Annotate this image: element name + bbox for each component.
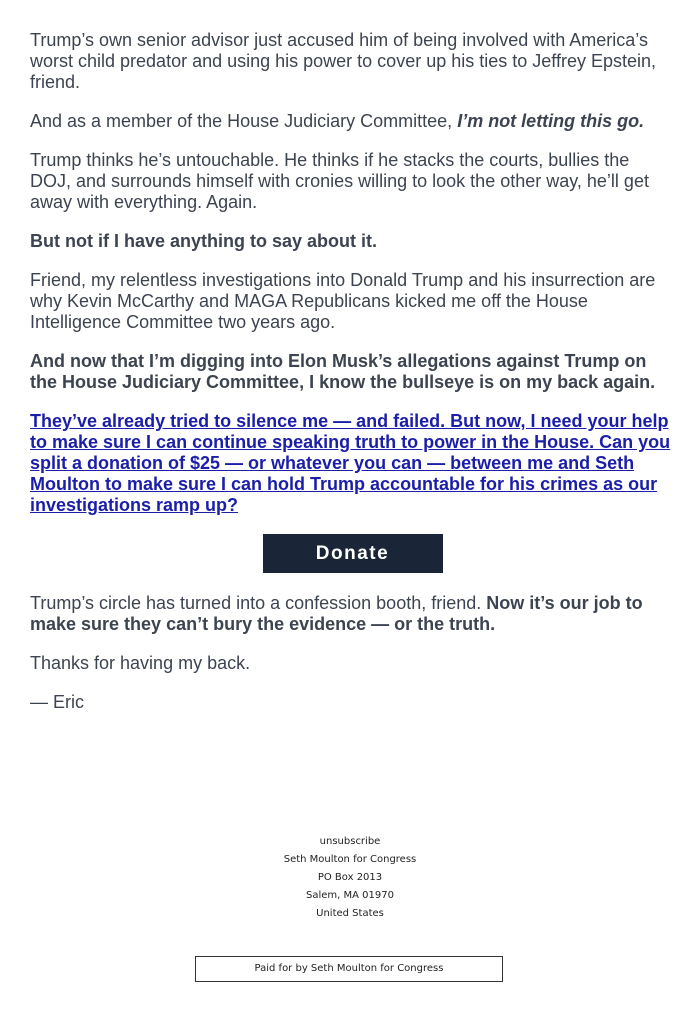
footer-po-box: PO Box 2013 [317, 872, 383, 883]
paragraph-bullseye: And now that I’m digging into Elon Musk’s allegations against Trump on the House Judiciary Committee, I know the bullseye is on my back again. [30, 351, 656, 392]
unsubscribe-link[interactable]: unsubscribe [319, 836, 381, 847]
email-footer [0, 833, 700, 923]
email-body [30, 30, 675, 731]
paragraph-untouchable: Trump thinks he’s untouchable. He thinks if he stacks the courts, bullies the DOJ, and surrounds himself with cronies willing to look the other way, he’ll get away with everything. Again. [30, 150, 649, 212]
paid-for-disclaimer: Paid for by Seth Moulton for Congress [195, 956, 503, 982]
paragraph-judiciary [30, 111, 675, 132]
donate-button[interactable]: Donate [263, 534, 443, 573]
footer-city: Salem, MA 01970 [306, 890, 394, 901]
paragraph-investigations: Friend, my relentless investigations into Donald Trump and his insurrection are why Kevin McCarthy and MAGA Republicans kicked me off the House Intelligence Committee two years ago. [30, 270, 656, 332]
paragraph-confession-text: Trump’s circle has turned into a confession booth, friend. [30, 593, 487, 613]
footer-country: United States [316, 908, 384, 919]
paragraph-confession [30, 593, 675, 635]
footer-org: Seth Moulton for Congress [283, 854, 417, 865]
signoff: — Eric [30, 692, 84, 712]
paragraph-judiciary-text: And as a member of the House Judiciary Committee, [30, 111, 458, 131]
paragraph-intro: Trump’s own senior advisor just accused him of being involved with America’s worst child predator and using his power to cover up his ties to Jeffrey Epstein, friend. [30, 30, 656, 92]
paragraph-thanks: Thanks for having my back. [30, 653, 251, 673]
donation-ask-link[interactable]: They’ve already tried to silence me — and failed. But now, I need your help to make sure I can continue speaking truth to power in the House. Can you split a donation of $25 — or whatever you can — between me and Seth Moulton to make sure I can hold Trump accountable for his crimes as our investigations ramp up? [30, 411, 671, 515]
paragraph-ask [30, 411, 675, 516]
paragraph-not-if: But not if I have anything to say about it. [30, 231, 378, 251]
paragraph-judiciary-emphasis: I’m not letting this go. [457, 111, 645, 131]
paragraph-confession-strong: Now it’s our job to make sure they can’t bury the evidence — or the truth. [30, 593, 643, 634]
donate-button-container [30, 534, 675, 573]
